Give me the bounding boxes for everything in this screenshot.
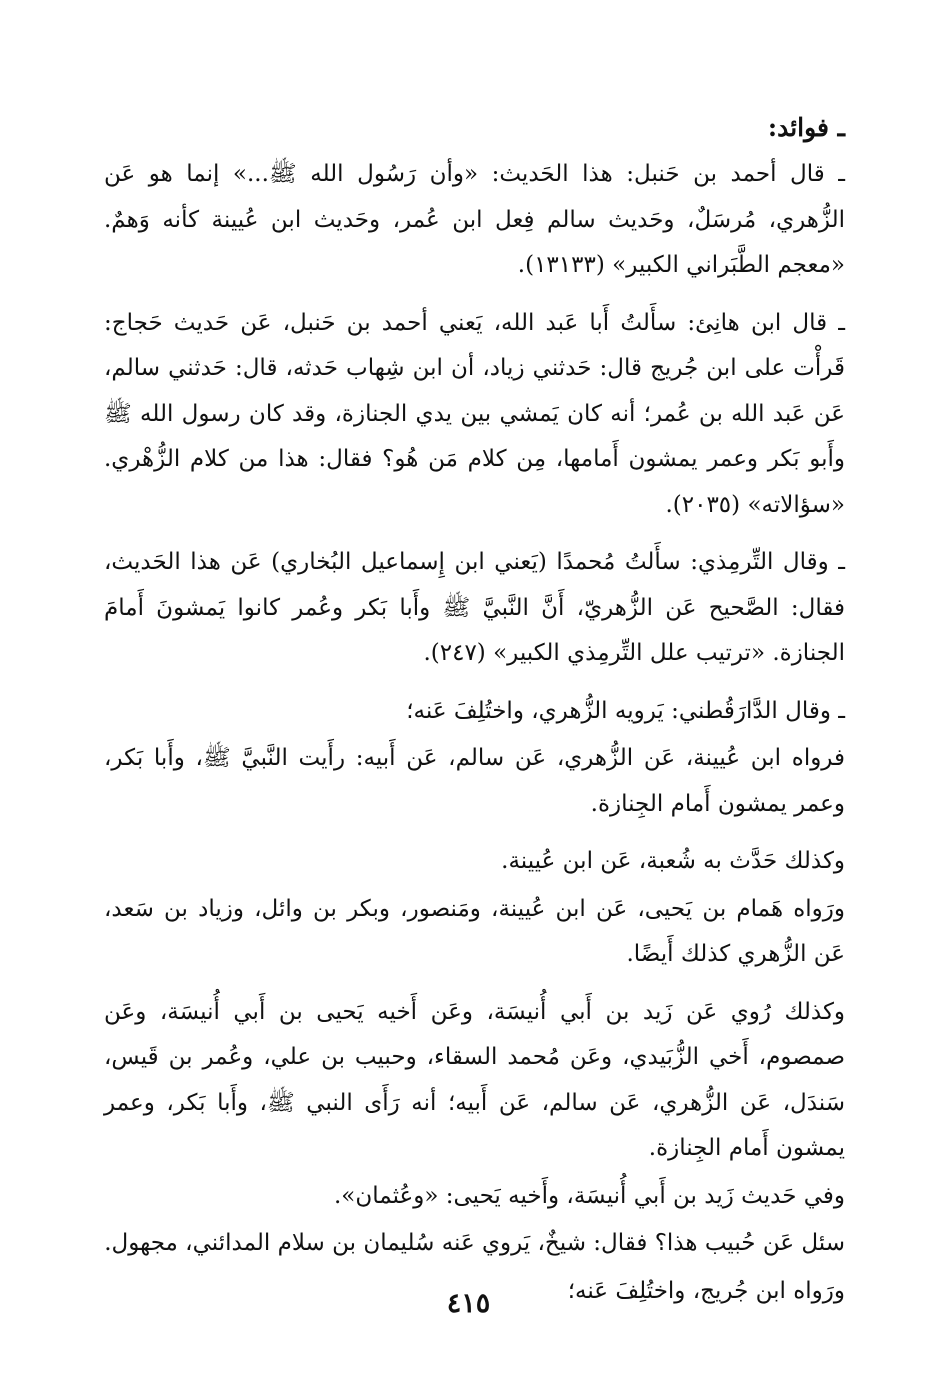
paragraph-tirmidhi: ـ وقال التِّرمِذي: سأَلتُ مُحمدًا (يَعني ابن إِسماعيل البُخاري) عَن هذا الحَديث، فقال: الصَّحيح عَن الزُّهريّ، أَنَّ النَّبيَّ ﷺ وأَبا بَكر وعُمر كانوا يَمشونَ أَمامَ الجنازة. «ترتيب علل التِّرمِذي الكبير» (٢٤٧).: [104, 549, 845, 666]
paragraph-shuba: وكذلك حَدَّث به شُعبة، عَن ابن عُيينة.: [501, 848, 845, 874]
section-heading: ـ فوائد:: [767, 113, 845, 142]
paragraph-hammam: ورَواه هَمام بن يَحيى، عَن ابن عُيينة، ومَنصور، وبكر بن وائل، وزياد بن سَعد، عَن الزُّهري كذلك أَيضًا.: [104, 895, 845, 967]
paragraph-daraqutni: ـ وقال الدَّارَقُطني: يَرويه الزُّهري، واختُلِفَ عَنه؛: [406, 697, 845, 724]
paragraph-zayd-ibn-abi-unaysa: وكذلك رُوي عَن زَيد بن أَبي أُنيسَة، وعَن أَخيه يَحيى بن أَبي أُنيسَة، وعَن صمصوم، أَخي الزُّبَيدي، وعَن مُحمد السقاء، وحبيب بن علي، وعُمر بن قَيس، سَندَل، عَن الزُّهري، عَن سالم، عَن أَبيه؛ أنه رَأَى النبي ﷺ، وأَبا بَكر، وعمر يمشون أَمام الجِنازة.: [104, 998, 845, 1161]
paragraph-ibn-uyayna-narration: فرواه ابن عُيينة، عَن الزُّهري، عَن سالم، عَن أَبيه: رأَيت النَّبيَّ ﷺ، وأَبا بَكر، وعمر يمشون أَمام الجِنازة.: [104, 745, 845, 817]
page-number: ٤١٥: [446, 1288, 491, 1319]
paragraph-hubayb: سئل عَن حُبيب هذا؟ فقال: شيخٌ، يَروي عَنه سُليمان بن سلام المدائني، مجهول.: [104, 1230, 845, 1256]
paragraph-ibn-hani: ـ قال ابن هانِئ: سأَلتُ أَبا عَبد الله، يَعني أحمد بن حَنبل، عَن حَديث حَجاج: قَرأْت على ابن جُريج قال: حَدثني زياد، أن ابن شِهاب حَدثه، قال: حَدثني سالم، عَن عَبد الله بن عُمر؛ أنه كان يَمشي بين يدي الجنازة، وقد كان رسول الله ﷺ وأَبو بَكر وعمر يمشون أَمامها، مِن كلام مَن هُو؟ فقال: هذا من كلام الزُّهْري. «سؤالاته» (٢٠٣٥).: [104, 309, 845, 518]
paragraph-ibn-jurayj: ورَواه ابن جُريج، واختُلِفَ عَنه؛: [567, 1277, 845, 1304]
paragraph-uthman-addition: وفي حَديث زَيد بن أَبي أُنيسَة، وأَخيه يَحيى: «وعُثمان».: [333, 1182, 845, 1209]
paragraph-ahmad-ibn-hanbal: ـ قال أحمد بن حَنبل: هذا الحَديث: «وأن رَسُول الله ﷺ...» إنما هو عَن الزُّهري، مُرسَلٌ، وحَديث سالم فِعل ابن عُمر، وحَديث ابن عُيينة كأنه وَهمٌ. «معجم الطَّبَراني الكبير» (١٣١٣٣).: [104, 161, 845, 278]
